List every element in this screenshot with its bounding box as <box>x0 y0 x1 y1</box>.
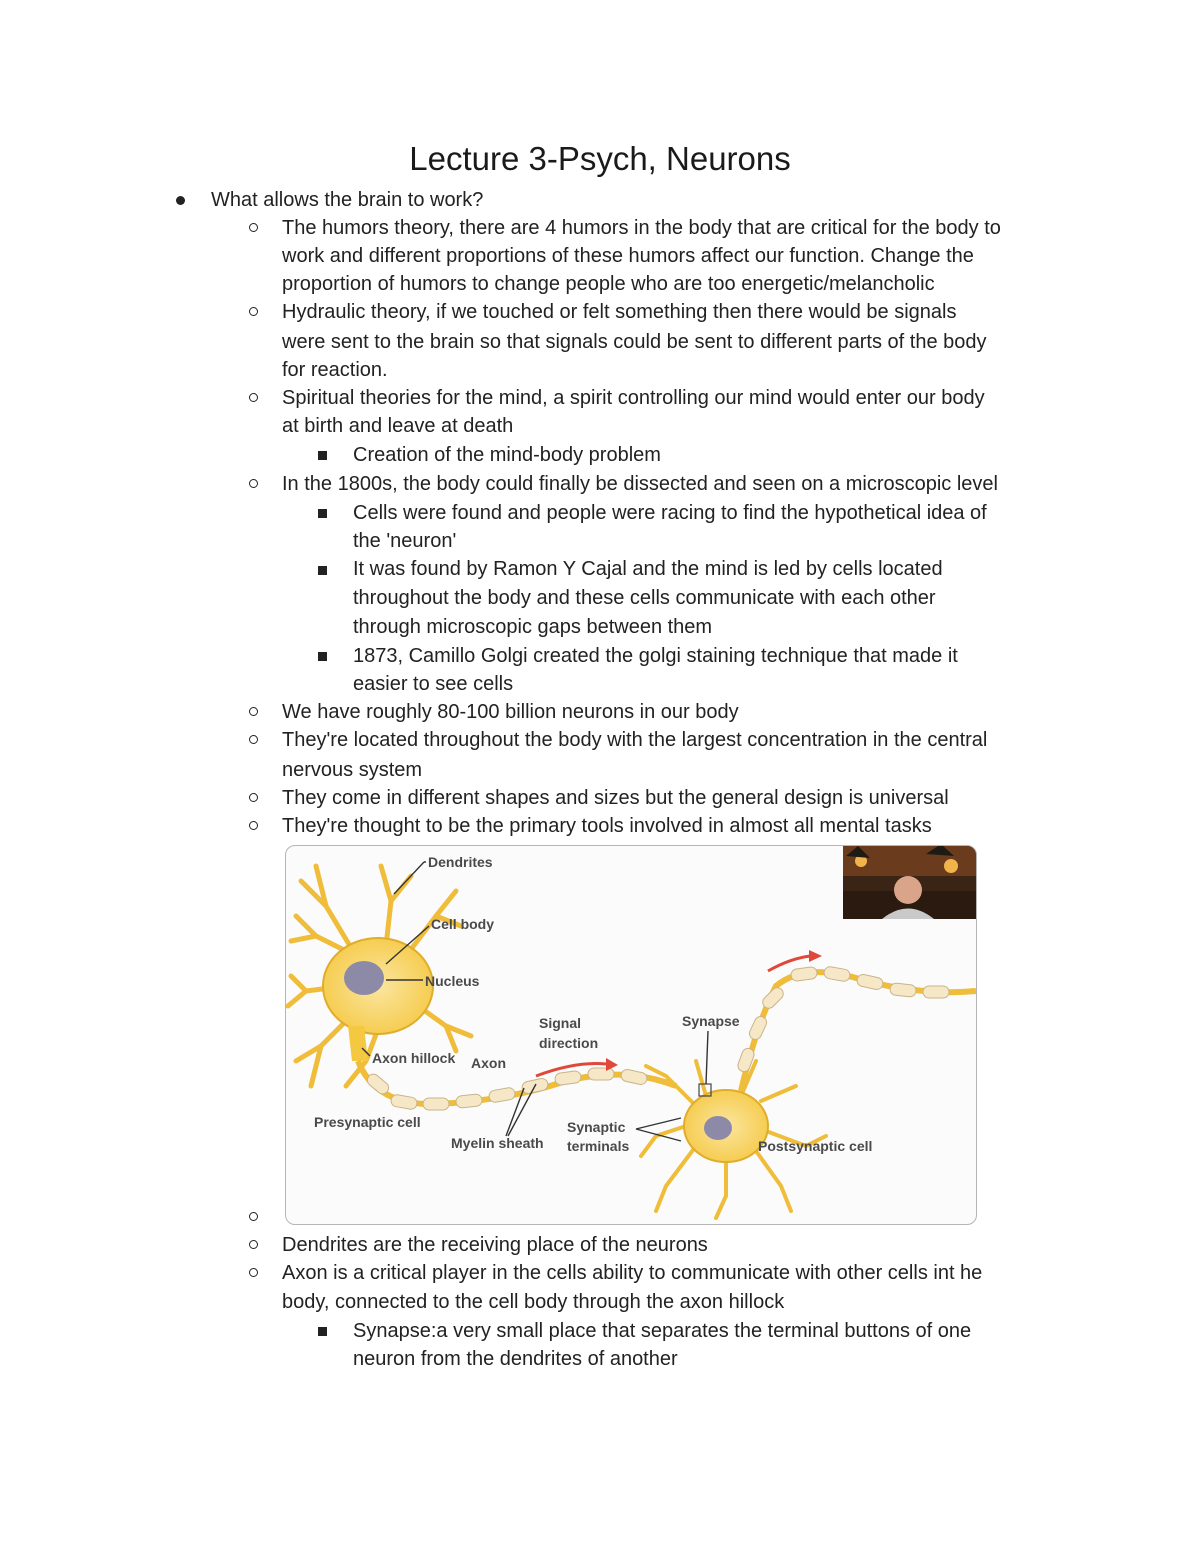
bullet-marker <box>249 223 258 232</box>
bullet-marker <box>318 566 327 575</box>
list-item: It was found by Ramon Y Cajal and the mind is led by cells located <box>353 558 943 580</box>
label-dendrites: Dendrites <box>428 854 493 870</box>
list-item: for reaction. <box>282 359 388 381</box>
postsynaptic-nucleus <box>704 1116 732 1140</box>
label-synapse: Synapse <box>682 1013 740 1029</box>
label-presynaptic-cell: Presynaptic cell <box>314 1114 421 1130</box>
label-postsynaptic-cell: Postsynaptic cell <box>758 1138 873 1154</box>
list-item: Dendrites are the receiving place of the neurons <box>282 1234 708 1256</box>
label-signal: Signal <box>539 1015 582 1031</box>
list-item: Spiritual theories for the mind, a spirit controlling our mind would enter our body <box>282 387 985 409</box>
list-item: throughout the body and these cells communicate with each other <box>353 587 936 609</box>
bullet-marker <box>318 451 327 460</box>
signal-arrow-2-head <box>809 950 822 962</box>
list-item: The humors theory, there are 4 humors in the body that are critical for the body to <box>282 217 1001 239</box>
video-overlay <box>843 846 976 919</box>
neuron-diagram-svg <box>286 846 976 1224</box>
list-item: Synapse:a very small place that separates the terminal buttons of one <box>353 1320 972 1342</box>
bullet-marker <box>249 393 258 402</box>
list-item: easier to see cells <box>353 673 514 695</box>
label-cell-body: Cell body <box>431 916 495 932</box>
bullet-marker <box>249 821 258 830</box>
bullet-marker <box>249 307 258 316</box>
bullet-marker <box>249 1212 258 1221</box>
list-item: They're thought to be the primary tools involved in almost all mental tasks <box>282 815 932 837</box>
bullet-marker <box>249 479 258 488</box>
label-axon: Axon <box>471 1055 506 1071</box>
list-item: at birth and leave at death <box>282 415 514 437</box>
bullet-marker <box>318 509 327 518</box>
bullet-marker <box>249 707 258 716</box>
label-terminals: terminals <box>567 1138 630 1154</box>
presynaptic-nucleus <box>344 961 384 995</box>
list-item: They're located throughout the body with the largest concentration in the central <box>282 729 988 751</box>
label-axon-hillock: Axon hillock <box>372 1050 456 1066</box>
page-title: Lecture 3-Psych, Neurons <box>409 140 791 177</box>
list-item: We have roughly 80-100 billion neurons in our body <box>282 701 739 723</box>
list-item: the 'neuron' <box>353 530 457 552</box>
label-myelin-sheath: Myelin sheath <box>451 1135 544 1151</box>
bullet-marker <box>176 196 185 205</box>
bullet-marker <box>318 1327 327 1336</box>
list-item: proportion of humors to change people who are too energetic/melancholic <box>282 273 935 295</box>
list-item: body, connected to the cell body through the axon hillock <box>282 1291 785 1313</box>
list-item: 1873, Camillo Golgi created the golgi staining technique that made it <box>353 645 958 667</box>
label-direction: direction <box>539 1035 599 1051</box>
list-item: In the 1800s, the body could finally be dissected and seen on a microscopic level <box>282 473 998 495</box>
list-item: were sent to the brain so that signals could be sent to different parts of the body <box>282 331 987 353</box>
bullet-marker <box>249 1268 258 1277</box>
list-item: work and different proportions of these humors affect our function. Change the <box>282 245 974 267</box>
label-nucleus: Nucleus <box>425 973 480 989</box>
label-synaptic: Synaptic <box>567 1119 626 1135</box>
list-item: They come in different shapes and sizes but the general design is universal <box>282 787 949 809</box>
list-item: Hydraulic theory, if we touched or felt something then there would be signals <box>282 301 957 323</box>
list-item: neuron from the dendrites of another <box>353 1348 678 1370</box>
postsynaptic-axon <box>736 966 976 1091</box>
neuron-diagram <box>285 845 977 1225</box>
list-item: Axon is a critical player in the cells ability to communicate with other cells int he <box>282 1262 983 1284</box>
list-item: nervous system <box>282 759 423 781</box>
bullet-marker <box>249 1240 258 1249</box>
list-item: What allows the brain to work? <box>211 189 484 211</box>
bullet-marker <box>249 735 258 744</box>
list-item: Cells were found and people were racing to find the hypothetical idea of <box>353 502 987 524</box>
list-item: through microscopic gaps between them <box>353 616 713 638</box>
presynaptic-axon <box>358 1061 676 1110</box>
bullet-marker <box>249 793 258 802</box>
bullet-marker <box>318 652 327 661</box>
list-item: Creation of the mind-body problem <box>353 444 661 466</box>
